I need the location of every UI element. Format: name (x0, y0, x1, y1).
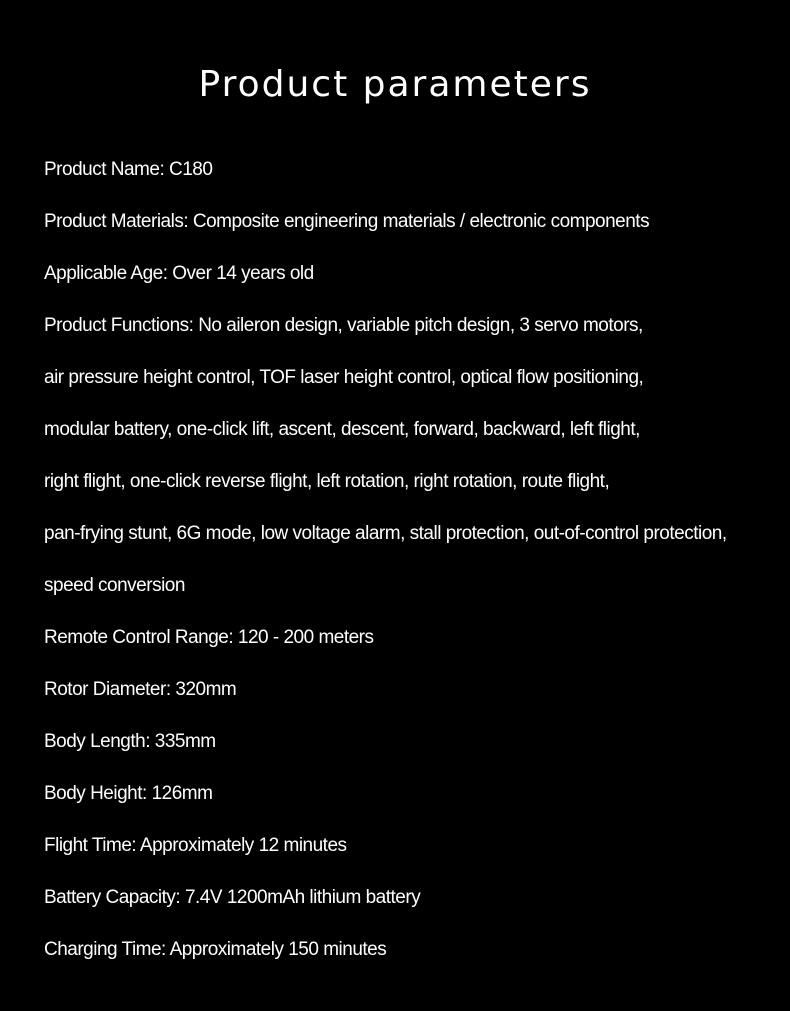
parameter-line-product-name: Product Name: C180 (44, 159, 213, 180)
parameter-line-product-functions: Product Functions: No aileron design, variable pitch design, 3 servo motors, (44, 315, 643, 336)
parameter-line-body-height: Body Height: 126mm (44, 783, 213, 804)
parameter-line-battery-capacity: Battery Capacity: 7.4V 1200mAh lithium battery (44, 887, 421, 908)
parameters-list (44, 151, 784, 983)
parameter-line-functions-continued-1: air pressure height control, TOF laser height control, optical flow positioning, (44, 367, 644, 388)
parameter-line-body-length: Body Length: 335mm (44, 731, 216, 752)
page-title: Product parameters (198, 64, 592, 105)
parameter-line-charging-time: Charging Time: Approximately 150 minutes (44, 939, 387, 960)
parameter-line-applicable-age: Applicable Age: Over 14 years old (44, 263, 314, 284)
parameter-line-functions-continued-4: pan-frying stunt, 6G mode, low voltage alarm, stall protection, out-of-control protection, (44, 523, 727, 544)
parameter-line-product-materials: Product Materials: Composite engineering materials / electronic components (44, 211, 650, 232)
parameter-line-rotor-diameter: Rotor Diameter: 320mm (44, 679, 237, 700)
parameter-line-functions-continued-5: speed conversion (44, 575, 185, 596)
parameter-line-functions-continued-3: right flight, one-click reverse flight, left rotation, right rotation, route flight, (44, 471, 610, 492)
parameter-line-remote-control-range: Remote Control Range: 120 - 200 meters (44, 627, 374, 648)
parameter-line-functions-continued-2: modular battery, one-click lift, ascent, descent, forward, backward, left flight, (44, 419, 640, 440)
parameter-line-flight-time: Flight Time: Approximately 12 minutes (44, 835, 347, 856)
